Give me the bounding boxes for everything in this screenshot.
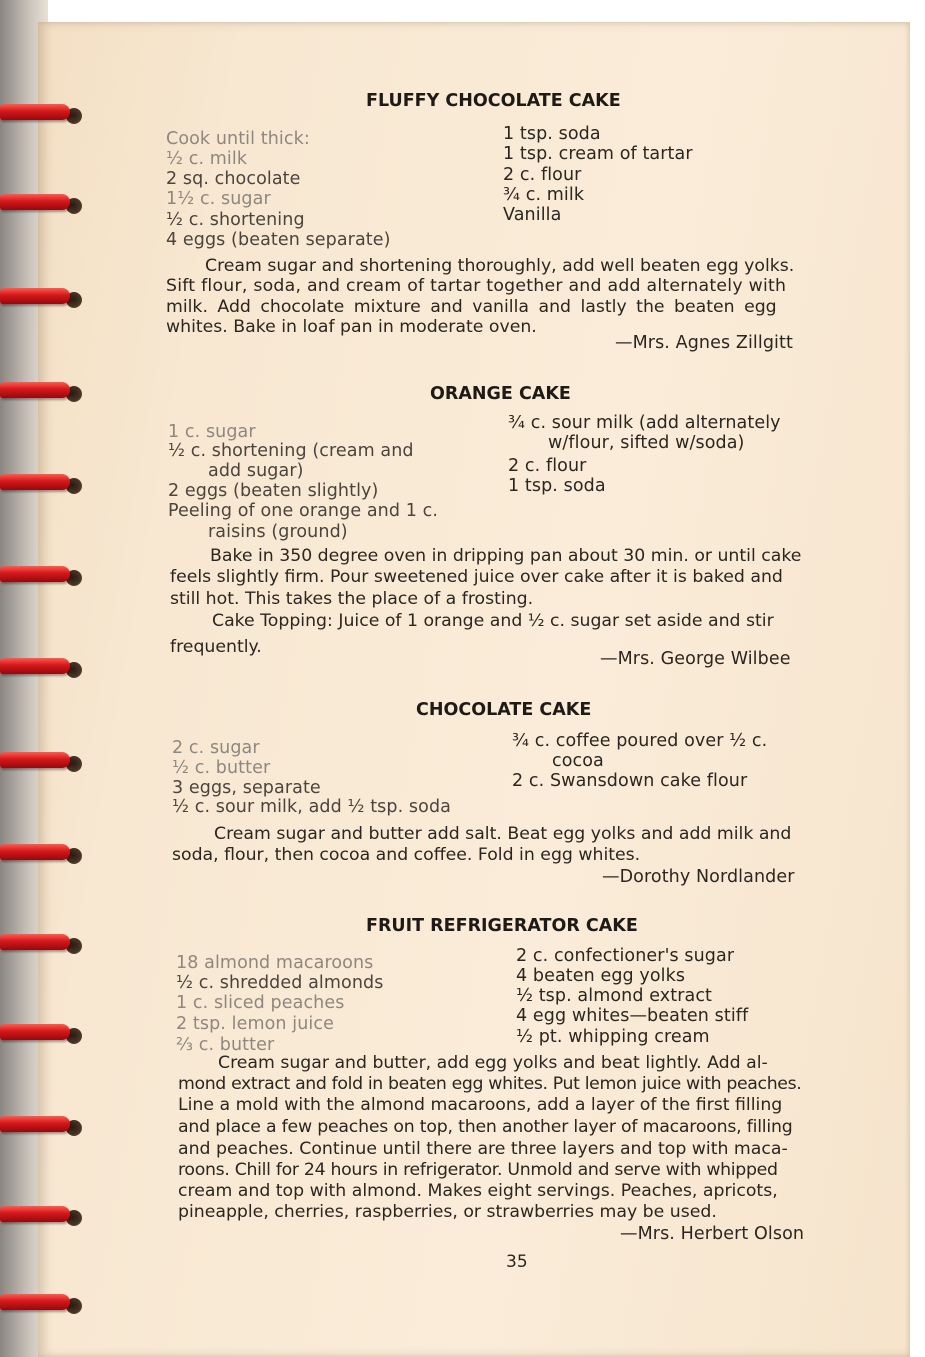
ingredient: 2 c. flour — [503, 165, 582, 185]
ingredient: 2 c. Swansdown cake flour — [512, 771, 748, 791]
ingredient: w/flour, sifted w/soda) — [548, 433, 745, 453]
ring-wire — [0, 1024, 70, 1040]
binding-ring — [0, 836, 84, 866]
instructions-line: pineapple, cherries, raspberries, or strawberries may be used. — [178, 1202, 717, 1222]
ingredient: ½ c. shortening (cream and — [168, 441, 414, 461]
ingredient: cocoa — [552, 751, 604, 771]
instructions-line: milk. Add chocolate mixture and vanilla and lastly the beaten egg — [166, 297, 777, 317]
ring-wire — [0, 194, 70, 210]
ring-wire — [0, 288, 70, 304]
recipe-author: —Mrs. Agnes Zillgitt — [615, 333, 793, 353]
recipe-title: FRUIT REFRIGERATOR CAKE — [366, 916, 638, 936]
ingredient: ½ c. shredded almonds — [176, 973, 384, 993]
instructions-line: Cream sugar and butter add salt. Beat egg yolks and add milk and — [214, 824, 792, 844]
instructions-line: whites. Bake in loaf pan in moderate oven. — [166, 317, 537, 337]
ingredient: ¾ c. coffee poured over ½ c. — [512, 731, 768, 751]
ingredient: ½ c. milk — [166, 149, 248, 169]
instructions-line: soda, flour, then cocoa and coffee. Fold in egg whites. — [172, 845, 641, 865]
ring-wire — [0, 1206, 70, 1222]
recipe-title: ORANGE CAKE — [430, 384, 571, 404]
instructions-line: Bake in 350 degree oven in dripping pan about 30 min. or until cake — [210, 546, 802, 566]
instructions-line: Cake Topping: Juice of 1 orange and ½ c. sugar set aside and stir — [212, 611, 774, 631]
ingredient: 4 beaten egg yolks — [516, 966, 686, 986]
ingredient: Peeling of one orange and 1 c. — [168, 501, 439, 521]
binding-ring — [0, 650, 84, 680]
instructions-line: still hot. This takes the place of a frosting. — [170, 589, 534, 609]
ingredient: ¾ c. milk — [503, 185, 585, 205]
binding-ring — [0, 1286, 84, 1316]
recipe-author: —Mrs. Herbert Olson — [620, 1224, 805, 1244]
ring-wire — [0, 104, 70, 120]
ingredient: ½ tsp. almond extract — [516, 986, 713, 1006]
ring-wire — [0, 382, 70, 398]
recipe-author: —Mrs. George Wilbee — [600, 649, 791, 669]
ring-wire — [0, 658, 70, 674]
ingredient: 1 tsp. cream of tartar — [503, 144, 693, 164]
ingredient: 1½ c. sugar — [166, 189, 271, 209]
ingredient: ½ c. sour milk, add ½ tsp. soda — [172, 797, 451, 817]
instructions-line: cream and top with almond. Makes eight servings. Peaches, apricots, — [178, 1181, 778, 1201]
ring-wire — [0, 566, 70, 582]
ingredient: ⅔ c. butter — [176, 1035, 275, 1055]
ingredient: Cook until thick: — [166, 129, 310, 149]
ingredient: 4 egg whites—beaten stiff — [516, 1006, 749, 1026]
instructions-line: and peaches. Continue until there are three layers and top with maca- — [178, 1139, 788, 1159]
binding-ring — [0, 744, 84, 774]
ring-wire — [0, 752, 70, 768]
ingredient: 2 sq. chocolate — [166, 169, 301, 189]
ingredient: Vanilla — [503, 205, 562, 225]
instructions-line: Cream sugar and shortening thoroughly, add well beaten egg yolks. — [205, 256, 795, 276]
binding-ring — [0, 96, 84, 126]
binding-ring — [0, 374, 84, 404]
instructions-line: roons. Chill for 24 hours in refrigerator. Unmold and serve with whipped — [178, 1160, 778, 1180]
ingredient: 3 eggs, separate — [172, 778, 321, 798]
ingredient: ½ pt. whipping cream — [516, 1027, 710, 1047]
instructions-line: frequently. — [170, 637, 262, 657]
ingredient: 2 tsp. lemon juice — [176, 1014, 334, 1034]
ingredient: 18 almond macaroons — [176, 953, 374, 973]
ingredient: 1 c. sugar — [168, 422, 256, 442]
ingredient: ½ c. butter — [172, 758, 271, 778]
ingredient: 2 c. confectioner's sugar — [516, 946, 735, 966]
instructions-line: mond extract and fold in beaten egg whites. Put lemon juice with peaches. — [178, 1074, 802, 1094]
ingredient: 4 eggs (beaten separate) — [166, 230, 391, 250]
recipe-author: —Dorothy Nordlander — [602, 867, 795, 887]
ingredient: 1 tsp. soda — [503, 124, 601, 144]
binding-ring — [0, 1016, 84, 1046]
binding-ring — [0, 926, 84, 956]
recipe-title: FLUFFY CHOCOLATE CAKE — [366, 91, 621, 111]
recipe-title: CHOCOLATE CAKE — [416, 700, 592, 720]
ingredient: 1 tsp. soda — [508, 476, 606, 496]
ingredient: 2 c. flour — [508, 456, 587, 476]
ingredient: 2 c. sugar — [172, 738, 260, 758]
ingredient: ¾ c. sour milk (add alternately — [508, 413, 781, 433]
instructions-line: and place a few peaches on top, then another layer of macaroons, filling — [178, 1117, 793, 1137]
instructions-line: feels slightly firm. Pour sweetened juice over cake after it is baked and — [170, 567, 783, 587]
binding-ring — [0, 466, 84, 496]
page-number: 35 — [506, 1252, 528, 1272]
ingredient: 2 eggs (beaten slightly) — [168, 481, 379, 501]
binding-ring — [0, 1198, 84, 1228]
ingredient: ½ c. shortening — [166, 210, 305, 230]
ingredient: 1 c. sliced peaches — [176, 993, 345, 1013]
ring-wire — [0, 474, 70, 490]
instructions-line: Line a mold with the almond macaroons, add a layer of the first filling — [178, 1095, 783, 1115]
ring-wire — [0, 1116, 70, 1132]
ingredient: raisins (ground) — [208, 522, 348, 542]
binding-ring — [0, 558, 84, 588]
binding-ring — [0, 186, 84, 216]
binding-ring — [0, 280, 84, 310]
ring-wire — [0, 1294, 70, 1310]
instructions-line: Sift flour, soda, and cream of tartar together and add alternately with — [166, 276, 787, 296]
ring-wire — [0, 844, 70, 860]
binding-ring — [0, 1108, 84, 1138]
instructions-line: Cream sugar and butter, add egg yolks and beat lightly. Add al- — [218, 1053, 768, 1073]
ring-wire — [0, 934, 70, 950]
ingredient: add sugar) — [208, 461, 304, 481]
